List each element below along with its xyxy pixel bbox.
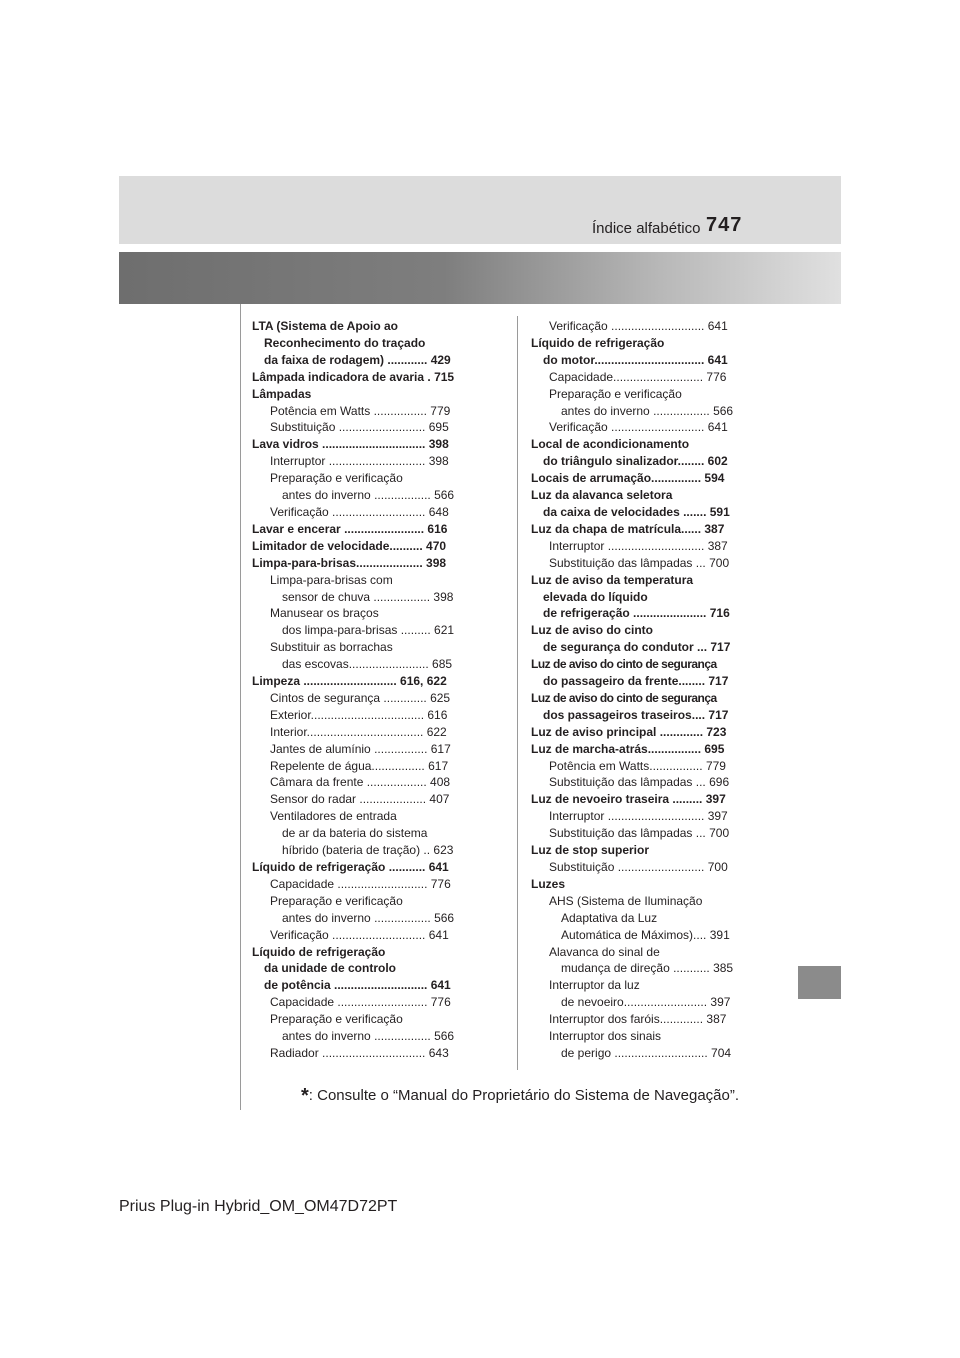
index-subentry: Interruptor ............................. 397 <box>549 809 728 824</box>
index-entry: Luz da chapa de matrícula...... 387 <box>531 521 725 536</box>
index-subentry: Substituição .......................... 695 <box>270 420 449 435</box>
index-entry: Luzes <box>531 876 566 891</box>
index-subentry: da unidade de controlo <box>264 961 397 976</box>
index-subentry: de ar da bateria do sistema <box>282 826 428 841</box>
index-entry: Luz de aviso do cinto de segurança <box>531 657 717 672</box>
index-subentry: Radiador ............................... 643 <box>270 1045 449 1060</box>
index-subentry: mudança de direção ........... 385 <box>561 961 734 976</box>
index-entry: Locais de arrumação............... 594 <box>531 471 725 486</box>
index-subentry: Interruptor da luz <box>549 978 640 993</box>
index-subentry: Manusear os braços <box>270 606 379 621</box>
index-subentry: Jantes de alumínio ................ 617 <box>270 741 451 756</box>
index-subentry: elevada do líquido <box>543 589 648 604</box>
index-subentry: antes do inverno ................. 566 <box>282 910 455 925</box>
index-subentry: Verificação ............................ 648 <box>270 504 449 519</box>
index-entry: Limpeza ............................ 616, 622 <box>252 674 447 689</box>
index-subentry: da caixa de velocidades ....... 591 <box>543 504 730 519</box>
index-subentry: Capacidade ........................... 776 <box>270 876 451 891</box>
index-entry: LTA (Sistema de Apoio ao <box>252 319 399 333</box>
index-subentry: Interruptor dos faróis............. 387 <box>549 1012 727 1027</box>
index-subentry: Alavanca do sinal de <box>549 944 660 959</box>
index-subentry: Limpa-para-brisas com <box>270 572 393 587</box>
index-entry: Lava vidros ............................... 398 <box>252 437 449 452</box>
index-entry: Líquido de refrigeração <box>531 335 665 350</box>
index-entry: Luz de stop superior <box>531 843 650 858</box>
index-subentry: Preparação e verificação <box>549 386 682 401</box>
index-entry: Limpa-para-brisas.................... 398 <box>252 555 447 570</box>
index-subentry: Repelente de água................ 617 <box>270 758 449 773</box>
index-subentry: sensor de chuva ................. 398 <box>282 589 454 604</box>
index-subentry: Interruptor ............................. 387 <box>549 538 728 553</box>
index-subentry: dos limpa-para-brisas ......... 621 <box>282 623 455 638</box>
index-entry: Lavar e encerar ........................ 616 <box>252 521 448 536</box>
index-subentry: Exterior.................................. 616 <box>270 707 448 722</box>
index-column-left <box>252 318 472 1062</box>
index-entry: Líquido de refrigeração <box>252 944 386 959</box>
index-subentry: Preparação e verificação <box>270 893 403 908</box>
index-subentry: Substituir as borrachas <box>270 640 393 655</box>
index-subentry: Cintos de segurança ............. 625 <box>270 690 451 705</box>
index-subentry: Substituição das lâmpadas ... 700 <box>549 826 730 841</box>
page-number: 747 <box>706 214 743 236</box>
index-entry: Luz de aviso do cinto <box>531 623 654 638</box>
footnote-marker: * <box>301 1085 309 1107</box>
index-subentry: Verificação ............................ 641 <box>549 420 728 435</box>
index-subentry: Automática de Máximos).... 391 <box>561 927 730 942</box>
index-subentry: Capacidade........................... 776 <box>549 369 727 384</box>
index-subentry: Adaptativa da Luz <box>561 910 658 925</box>
index-subentry: de refrigeração ...................... 716 <box>543 606 730 621</box>
index-column-right <box>531 318 751 1062</box>
index-entry: Local de acondicionamento <box>531 437 690 452</box>
index-entry: Limitador de velocidade.......... 470 <box>252 538 447 553</box>
index-entry: Luz de marcha-atrás................ 695 <box>531 741 725 756</box>
index-subentry: de potência ............................ 641 <box>264 978 451 993</box>
index-subentry: Potência em Watts ................ 779 <box>270 403 451 418</box>
index-subentry: de segurança do condutor ... 717 <box>543 640 731 655</box>
index-subentry: Interruptor ............................. 398 <box>270 454 449 469</box>
section-title: Índice alfabético <box>592 220 701 237</box>
index-subentry: Preparação e verificação <box>270 471 403 486</box>
index-subentry: Sensor do radar .................... 407 <box>270 792 450 807</box>
header-gradient-band <box>119 252 841 304</box>
index-subentry: Verificação ............................ 641 <box>549 319 728 333</box>
footnote-text: : Consulte o “Manual do Proprietário do Sistema de Navegação”. <box>308 1087 740 1104</box>
index-entry: Luz de aviso principal ............. 723 <box>531 724 727 739</box>
index-subentry: antes do inverno ................. 566 <box>561 403 734 418</box>
index-subentry: antes do inverno ................. 566 <box>282 1029 455 1044</box>
index-subentry: Reconhecimento do traçado <box>264 335 426 350</box>
index-subentry: Câmara da frente .................. 408 <box>270 775 451 790</box>
index-subentry: do triângulo sinalizador........ 602 <box>543 454 728 469</box>
footer-model-code: Prius Plug-in Hybrid_OM_OM47D72PT <box>119 1198 398 1215</box>
index-entry: Luz de aviso da temperatura <box>531 572 694 587</box>
index-subentry: Substituição das lâmpadas ... 696 <box>549 775 730 790</box>
index-subentry: AHS (Sistema de Iluminação <box>549 893 703 908</box>
index-subentry: da faixa de rodagem) ............ 429 <box>264 352 451 367</box>
index-subentry: Interior................................... 622 <box>270 724 447 739</box>
index-subentry: Interruptor dos sinais <box>549 1029 662 1044</box>
index-subentry: do motor................................. 641 <box>543 352 728 367</box>
index-subentry: Substituição .......................... 700 <box>549 860 728 874</box>
index-subentry: antes do inverno ................. 566 <box>282 488 455 503</box>
index-subentry: do passageiro da frente........ 717 <box>543 674 729 689</box>
index-entry: Luz de nevoeiro traseira ......... 397 <box>531 792 726 807</box>
index-subentry: Ventiladores de entrada <box>270 809 397 824</box>
index-subentry: Substituição das lâmpadas ... 700 <box>549 555 730 570</box>
index-thumb-tab <box>798 966 841 999</box>
index-subentry: de perigo ............................ 704 <box>561 1045 732 1060</box>
index-entry: Lâmpada indicadora de avaria . 715 <box>252 369 455 384</box>
index-entry: Luz da alavanca seletora <box>531 488 673 503</box>
index-subentry: dos passageiros traseiros.... 717 <box>543 707 729 722</box>
index-subentry: Verificação ............................ 641 <box>270 927 449 942</box>
index-subentry: híbrido (bateria de tração) .. 623 <box>282 843 454 858</box>
index-subentry: Potência em Watts................ 779 <box>549 758 726 773</box>
index-subentry: das escovas........................ 685 <box>282 657 453 672</box>
index-entry: Líquido de refrigeração ........... 641 <box>252 860 449 874</box>
index-subentry: Capacidade ........................... 776 <box>270 995 451 1010</box>
index-subentry: Preparação e verificação <box>270 1012 403 1027</box>
footnote <box>301 1085 739 1108</box>
index-subentry: de nevoeiro......................... 397 <box>561 995 731 1010</box>
left-margin-rule <box>240 304 241 1110</box>
column-divider <box>517 316 518 1070</box>
index-entry: Luz de aviso do cinto de segurança <box>531 690 717 705</box>
index-entry: Lâmpadas <box>252 386 312 401</box>
